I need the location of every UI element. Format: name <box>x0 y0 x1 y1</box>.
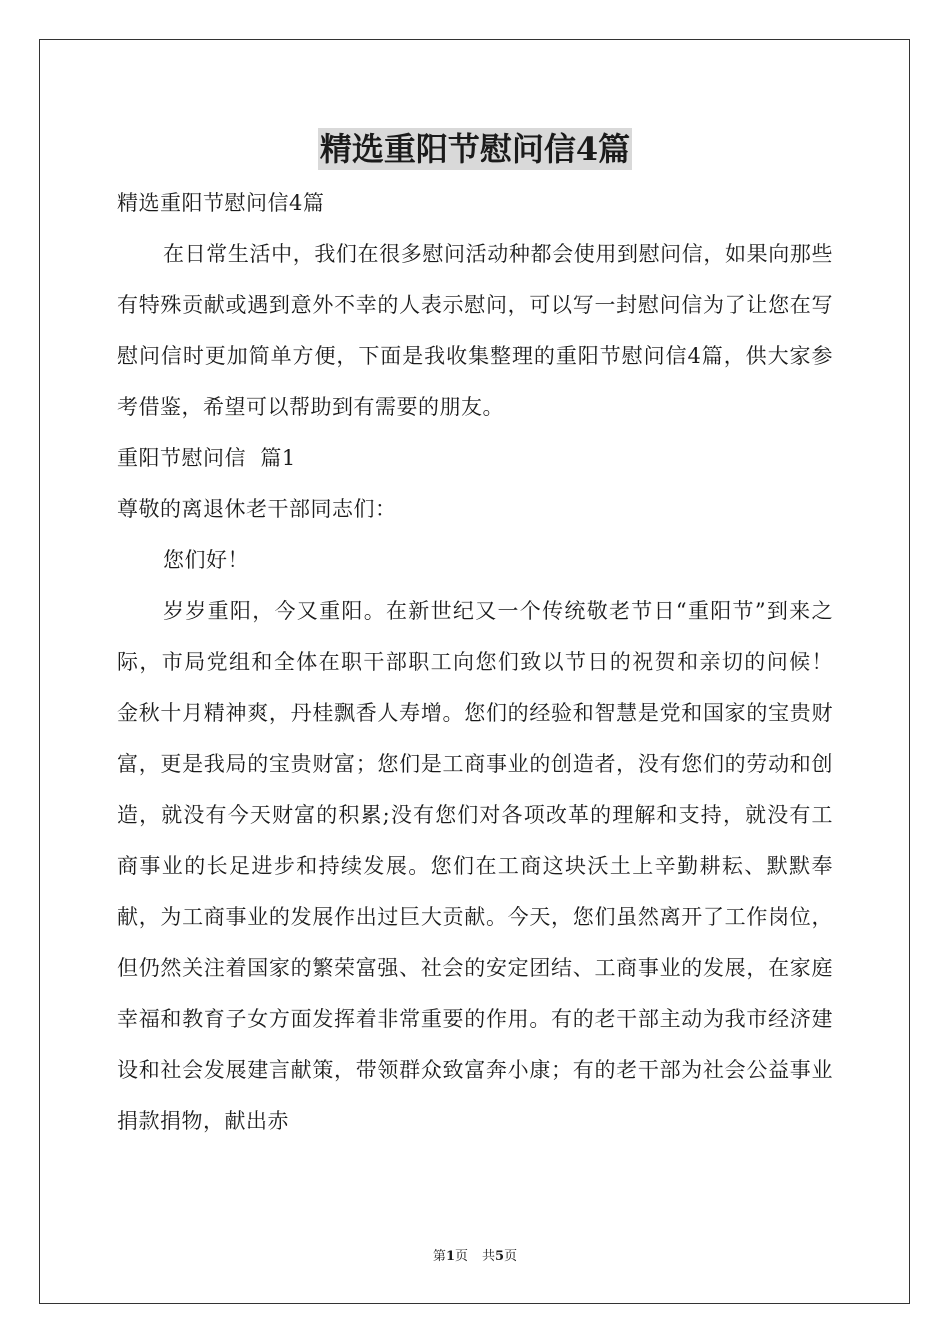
salutation: 尊敬的离退休老干部同志们： <box>117 497 397 521</box>
letter-body-paragraph: 岁岁重阳，今又重阳。在新世纪又一个传统敬老节日“重阳节”到来之际，市局党组和全体在职干部职工向您们致以节日的祝贺和亲切的问候！ 金秋十月精神爽，丹桂飘香人寿增。您们的经验和智慧是党和国家的宝贵财富，更是我局的宝贵财富；您们是工商事业的创造者，没有您们的劳动和创造，就没有今天财富的积累;没有您们对各项改革的理解和支持，就没有工商事业的长足进步和持续发展。您们在工商这块沃土上辛勤耕耘、默默奉献，为工商事业的发展作出过巨大贡献。今天，您们虽然离开了工作岗位，但仍然关注着国家的繁荣富强、社会的安定团结、工商事业的发展，在家庭幸福和教育子女方面发挥着非常重要的作用。有的老干部主动为我市经济建设和社会发展建言献策，带领群众致富奔小康；有的老干部为社会公益事业捐款捐物，献出赤 <box>117 599 833 1133</box>
page-total: 5 <box>495 1249 505 1264</box>
document-body <box>117 178 833 1147</box>
greeting: 您们好！ <box>163 548 249 572</box>
section-heading: 重阳节慰问信 篇1 <box>117 446 296 470</box>
intro-paragraph: 在日常生活中，我们在很多慰问活动种都会使用到慰问信，如果向那些有特殊贡献或遇到意外不幸的人表示慰问，可以写一封慰问信为了让您在写慰问信时更加简单方便，下面是我收集整理的重阳节慰问信4篇，供大家参考借鉴，希望可以帮助到有需要的朋友。 <box>117 242 833 419</box>
page-current: 1 <box>445 1249 455 1264</box>
total-suffix: 页 <box>504 1249 518 1264</box>
page-suffix: 页 <box>454 1249 468 1264</box>
total-prefix: 共 <box>482 1249 496 1264</box>
document-title: 精选重阳节慰问信4篇 <box>319 130 631 168</box>
document-subtitle: 精选重阳节慰问信4篇 <box>117 191 325 215</box>
page-prefix: 第 <box>432 1249 446 1264</box>
title-area <box>0 128 950 170</box>
page-footer <box>0 1248 950 1266</box>
